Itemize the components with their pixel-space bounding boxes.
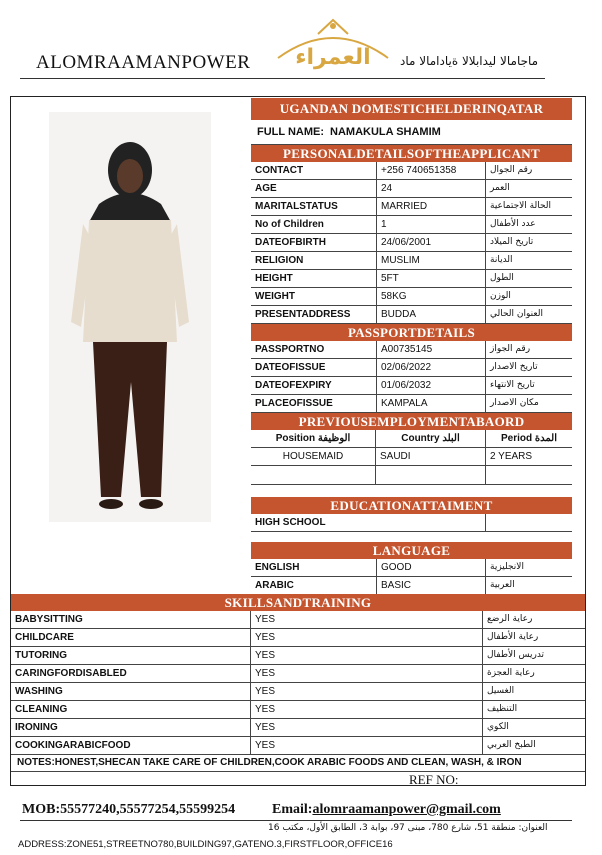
personal-label: DATEOFBIRTH bbox=[251, 234, 377, 251]
skills-table bbox=[11, 594, 585, 788]
employment-country: SAUDI bbox=[376, 448, 486, 465]
email-line bbox=[272, 802, 501, 818]
passport-label: DATEOFISSUE bbox=[251, 359, 377, 376]
employment-row bbox=[251, 448, 572, 466]
address: ADDRESS:ZONE51,STREETNO780,BUILDING97,GATENO.3,FIRSTFLOOR,OFFICE16 bbox=[18, 839, 393, 850]
skill-label: TUTORING bbox=[11, 647, 251, 664]
employment-empty-row bbox=[251, 466, 572, 485]
language-list bbox=[251, 559, 572, 595]
personal-row bbox=[251, 216, 572, 234]
skill-value: YES bbox=[251, 665, 483, 682]
personal-value: BUDDA bbox=[377, 306, 486, 323]
passport-label: DATEOFEXPIRY bbox=[251, 377, 377, 394]
skills-banner: SKILLSANDTRAINING bbox=[11, 594, 585, 611]
personal-label: No of Children bbox=[251, 216, 377, 233]
skill-label-arabic: الكوي bbox=[487, 722, 509, 732]
personal-value: MUSLIM bbox=[377, 252, 486, 269]
personal-row bbox=[251, 288, 572, 306]
skill-value: YES bbox=[251, 647, 483, 664]
personal-label-arabic: الديانة bbox=[490, 255, 513, 265]
email-label: Email: bbox=[272, 802, 313, 817]
spacer-row-2 bbox=[251, 532, 572, 542]
language-label-arabic: الانجليزية bbox=[490, 562, 524, 572]
country-header: Country البلد bbox=[376, 430, 486, 447]
details-table bbox=[251, 98, 572, 595]
personal-row bbox=[251, 180, 572, 198]
personal-label-arabic: الحالة الاجتماعية bbox=[490, 201, 551, 211]
language-label: ARABIC bbox=[251, 577, 377, 594]
passport-label: PASSPORTNO bbox=[251, 341, 377, 358]
passport-label-arabic: تاريخ الاصدار bbox=[490, 362, 538, 372]
skill-row bbox=[11, 611, 585, 629]
skill-label-arabic: رعاية العجزة bbox=[487, 668, 535, 678]
personal-value: MARRIED bbox=[377, 198, 486, 215]
skill-label-arabic: رعاية الرضع bbox=[487, 614, 533, 624]
skill-label: WASHING bbox=[11, 683, 251, 700]
personal-row bbox=[251, 306, 572, 324]
mobile-numbers: MOB:55577240,55577254,55599254 bbox=[22, 802, 236, 817]
personal-label-arabic: العمر bbox=[490, 183, 510, 193]
personal-label-arabic: الوزن bbox=[490, 291, 511, 301]
passport-row bbox=[251, 395, 572, 413]
personal-value: 5FT bbox=[377, 270, 486, 287]
employment-banner: PREVIOUSEMPLOYMENTABAORD bbox=[251, 413, 572, 430]
employment-header-row bbox=[251, 430, 572, 448]
personal-label: WEIGHT bbox=[251, 288, 377, 305]
personal-row bbox=[251, 252, 572, 270]
personal-label-arabic: رقم الجوال bbox=[490, 165, 533, 175]
skill-label-arabic: التنظيف bbox=[487, 704, 518, 714]
skill-label: IRONING bbox=[11, 719, 251, 736]
passport-label: PLACEOFISSUE bbox=[251, 395, 377, 412]
skill-label: CARINGFORDISABLED bbox=[11, 665, 251, 682]
arabic-address: العنوان: منطقة 51، شارع 780، مبنى 97، بوابة 3، الطابق الأول، مكتب 16 bbox=[268, 823, 548, 833]
personal-label: MARITALSTATUS bbox=[251, 198, 377, 215]
education-value: HIGH SCHOOL bbox=[251, 514, 486, 531]
personal-details bbox=[251, 162, 572, 324]
skill-value: YES bbox=[251, 683, 483, 700]
skill-row bbox=[11, 629, 585, 647]
skill-label-arabic: الطبخ العربي bbox=[487, 740, 536, 750]
notes: NOTES:HONEST,SHECAN TAKE CARE OF CHILDREN,COOK ARABIC FOODS AND CLEAN, WASH, & IRON bbox=[11, 755, 585, 772]
passport-banner: PASSPORTDETAILS bbox=[251, 324, 572, 341]
language-row bbox=[251, 559, 572, 577]
skill-row bbox=[11, 701, 585, 719]
education-banner: EDUCATIONATTAIMENT bbox=[251, 497, 572, 514]
personal-row bbox=[251, 198, 572, 216]
language-label-arabic: العربية bbox=[490, 580, 515, 590]
personal-label-arabic: عدد الأطفال bbox=[490, 219, 536, 229]
email-link[interactable]: alomraamanpower@gmail.com bbox=[312, 802, 501, 817]
position-header: Position الوظيفة bbox=[251, 430, 376, 447]
company-name-arabic: ماجامالا ليدابلالا ةيادامالا ماد bbox=[400, 54, 539, 68]
skill-value: YES bbox=[251, 719, 483, 736]
language-label: ENGLISH bbox=[251, 559, 377, 576]
personal-label-arabic: الطول bbox=[490, 273, 514, 283]
employment-position: HOUSEMAID bbox=[251, 448, 376, 465]
passport-row bbox=[251, 359, 572, 377]
personal-label: RELIGION bbox=[251, 252, 377, 269]
spacer-row bbox=[251, 485, 572, 497]
skill-label-arabic: رعاية الأطفال bbox=[487, 632, 539, 642]
language-value: BASIC bbox=[377, 577, 486, 594]
full-name-row bbox=[251, 120, 572, 145]
skill-row bbox=[11, 647, 585, 665]
skill-value: YES bbox=[251, 701, 483, 718]
personal-value: +256 740651358 bbox=[377, 162, 486, 179]
full-name-label: FULL NAME: bbox=[257, 126, 325, 138]
personal-label: CONTACT bbox=[251, 162, 377, 179]
personal-value: 24 bbox=[377, 180, 486, 197]
passport-label-arabic: مكان الاصدار bbox=[490, 398, 539, 408]
passport-row bbox=[251, 341, 572, 359]
header-divider bbox=[20, 78, 545, 79]
personal-label-arabic: تاريخ الميلاد bbox=[490, 237, 534, 247]
passport-value: 02/06/2022 bbox=[377, 359, 486, 376]
full-name-value: NAMAKULA SHAMIM bbox=[330, 126, 441, 138]
language-value: GOOD bbox=[377, 559, 486, 576]
personal-label-arabic: العنوان الحالي bbox=[490, 309, 543, 319]
ref-no: REF NO: bbox=[409, 772, 459, 787]
passport-value: A00735145 bbox=[377, 341, 486, 358]
skill-label: BABYSITTING bbox=[11, 611, 251, 628]
applicant-photo bbox=[49, 112, 211, 522]
passport-value: 01/06/2032 bbox=[377, 377, 486, 394]
skill-label: COOKINGARABICFOOD bbox=[11, 737, 251, 754]
skill-label-arabic: تدريس الأطفال bbox=[487, 650, 545, 660]
personal-row bbox=[251, 234, 572, 252]
period-header: Period المدة bbox=[500, 433, 557, 444]
personal-value: 24/06/2001 bbox=[377, 234, 486, 251]
language-banner: LANGUAGE bbox=[251, 542, 572, 559]
employment-period: 2 YEARS bbox=[490, 451, 533, 462]
logo-text: العمراء bbox=[295, 45, 371, 70]
personal-label: HEIGHT bbox=[251, 270, 377, 287]
employment-list bbox=[251, 448, 572, 466]
skill-value: YES bbox=[251, 629, 483, 646]
skill-value: YES bbox=[251, 737, 483, 754]
personal-value: 1 bbox=[377, 216, 486, 233]
passport-details bbox=[251, 341, 572, 413]
personal-row bbox=[251, 270, 572, 288]
skill-label: CLEANING bbox=[11, 701, 251, 718]
skill-row bbox=[11, 665, 585, 683]
passport-row bbox=[251, 377, 572, 395]
personal-banner: PERSONALDETAILSOFTHEAPPLICANT bbox=[251, 145, 572, 162]
personal-row bbox=[251, 162, 572, 180]
skill-label: CHILDCARE bbox=[11, 629, 251, 646]
title-banner: UGANDAN DOMESTICHELDERINQATAR bbox=[251, 98, 572, 120]
passport-label-arabic: تاريخ الانتهاء bbox=[490, 380, 535, 390]
skill-row bbox=[11, 737, 585, 755]
language-row bbox=[251, 577, 572, 595]
passport-label-arabic: رقم الجواز bbox=[490, 344, 531, 354]
company-name: ALOMRAAMANPOWER bbox=[36, 52, 251, 73]
personal-label: AGE bbox=[251, 180, 377, 197]
skill-label-arabic: الغسيل bbox=[487, 686, 515, 696]
education-row bbox=[251, 514, 572, 532]
skill-row bbox=[11, 719, 585, 737]
skill-row bbox=[11, 683, 585, 701]
skills-list bbox=[11, 611, 585, 755]
personal-value: 58KG bbox=[377, 288, 486, 305]
footer-divider bbox=[20, 820, 572, 821]
company-logo bbox=[258, 16, 408, 76]
skill-value: YES bbox=[251, 611, 483, 628]
passport-value: KAMPALA bbox=[377, 395, 486, 412]
personal-label: PRESENTADDRESS bbox=[251, 306, 377, 323]
